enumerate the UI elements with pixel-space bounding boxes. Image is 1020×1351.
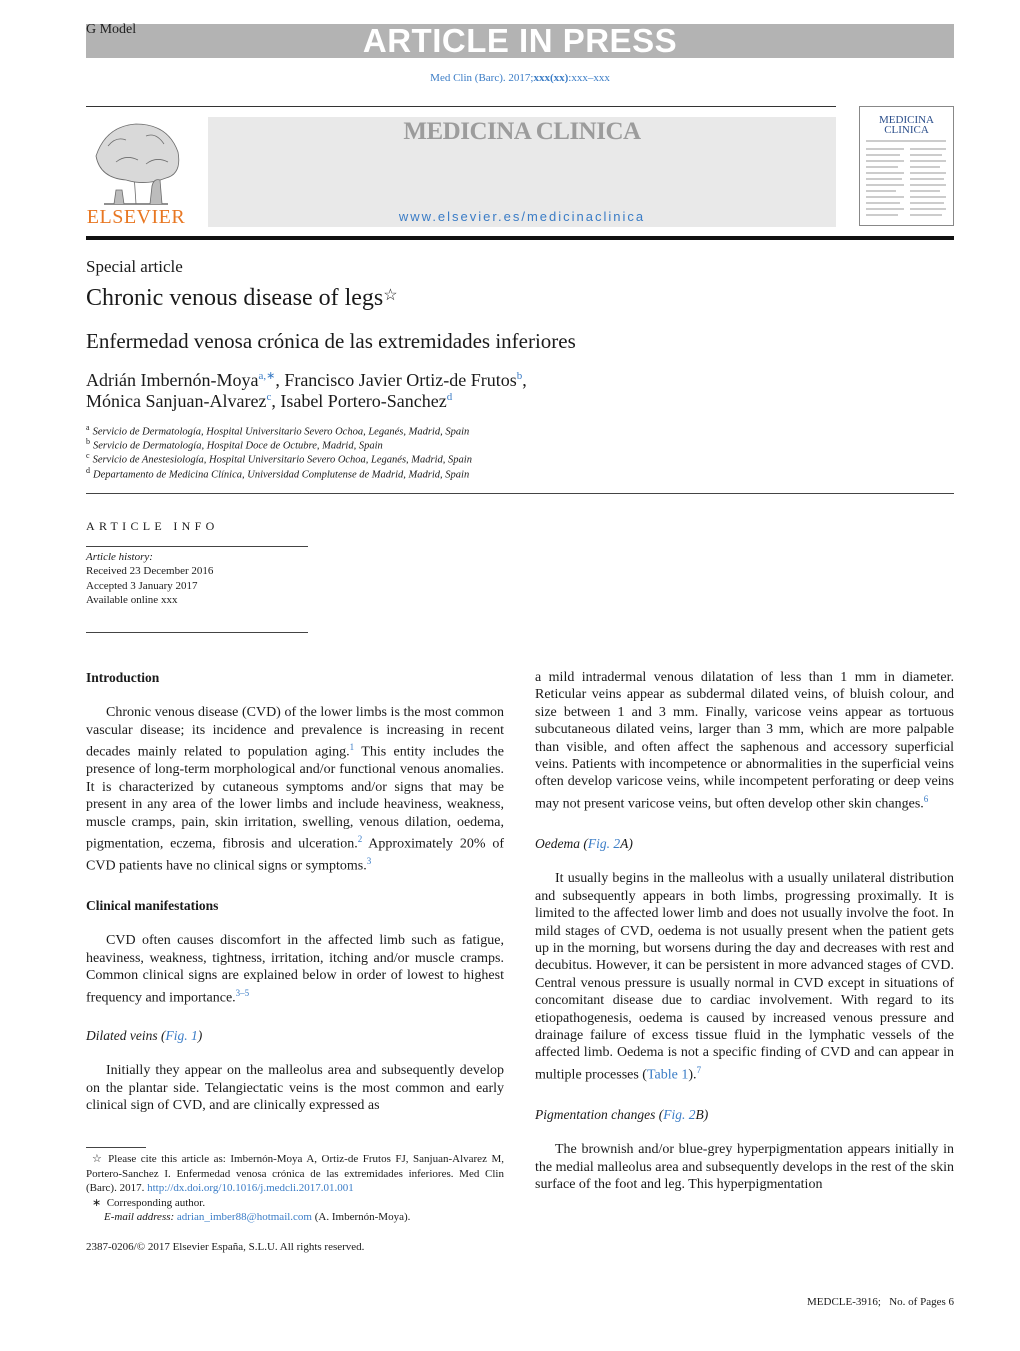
- pigmentation-heading: [535, 1106, 954, 1123]
- email-footnote: [104, 1210, 410, 1225]
- intro-text-b: This entity includes the presence of long-term morphological and/or functional venous anomalies. It is characterized by cutaneous symptoms and/or signs that may be present in any area of the lower limbs and include heaviness, weakness, muscle cramps, pain, skin irritation, swelling, venous dilation, oedema, pigmentation, eczema, fibrosis and ulceration.: [86, 744, 504, 852]
- citation-footnote-text: Please cite this article as: Imbernón-Moya A, Ortiz-de Frutos FJ, Sanjuan-Alvarez M, Portero-Sanchez I. Enfermedad venosa crónica de las extremidades inferiores. Med Clin (Barc). 2017.: [86, 1153, 504, 1194]
- author-separator: ,: [271, 391, 281, 411]
- affiliation-b: [86, 437, 383, 452]
- author-affiliation-mark[interactable]: b: [516, 370, 523, 382]
- figure-link[interactable]: Fig. 1: [165, 1027, 198, 1043]
- reference-link[interactable]: 3: [366, 855, 372, 866]
- dilated-veins-heading: [86, 1027, 504, 1044]
- right-column: [535, 669, 954, 1193]
- article-info-rule-bottom: [86, 632, 308, 633]
- elsevier-wordmark: ELSEVIER: [86, 206, 186, 228]
- affiliation-text: Departamento de Medicina Clínica, Universidad Complutense de Madrid, Madrid, Spain: [93, 469, 470, 481]
- page-count: No. of Pages 6: [889, 1296, 954, 1308]
- author-name[interactable]: Adrián Imbernón-Moya: [86, 370, 259, 390]
- header-thick-rule: [86, 236, 954, 240]
- introduction-paragraph: [86, 704, 504, 875]
- article-subtitle: Enfermedad venosa crónica de las extremidades inferiores: [86, 329, 576, 353]
- article-in-press-text: ARTICLE IN PRESS: [362, 22, 678, 59]
- author-separator: ,: [275, 370, 285, 390]
- author-separator: ,: [522, 370, 527, 390]
- oedema-paragraph: [535, 870, 954, 1084]
- citation-footnote: [86, 1152, 504, 1196]
- citation-pages: :xxx–xxx: [568, 72, 610, 84]
- reference-link[interactable]: 6: [923, 793, 929, 804]
- affiliation-mark: b: [86, 437, 90, 446]
- journal-url-link[interactable]: www.elsevier.es/medicinaclinica: [398, 209, 646, 224]
- clinical-manifestations-heading: Clinical manifestations: [86, 898, 219, 914]
- author-name[interactable]: Isabel Portero-Sanchez: [280, 391, 447, 411]
- oedema-text: It usually begins in the malleolus with a usually unilateral distribution and subsequently appears in both limbs, progressing proximally. It is limited to the affected lower limb and does not usually involve the foot. In mild stages of CVD, oedema is not usually present when the patient gets up in the morning, but worsens during the day and decreases with rest and decubitus. However, it can be persistent in more advanced stages of CVD. Central venous pressure is usually normal in CVD except in situations of concomitant disease due to cardiac involvement. With regard to its etiopathogenesis, oedema is caused by increased venous pressure and drainage failure of excess tissue fluid in the lymphatic vessels of the affected limb. Oedema is not a specific finding of CVD and can appear in multiple processes (: [535, 871, 954, 1083]
- author-name[interactable]: Francisco Javier Ortiz-de Frutos: [284, 370, 517, 390]
- article-type: Special article: [86, 257, 183, 276]
- reference-link[interactable]: 1: [349, 742, 355, 753]
- citation-volume: xxx(xx): [533, 72, 569, 84]
- email-link[interactable]: adrian_imber88@hotmail.com: [176, 1211, 312, 1223]
- pigmentation-heading-text: Pigmentation changes (: [535, 1106, 664, 1122]
- affiliation-text: Servicio de Dermatología, Hospital Doce de Octubre, Madrid, Spain: [93, 440, 383, 452]
- footnote-rule: [86, 1147, 146, 1148]
- citation-prefix: Med Clin (Barc). 2017;: [430, 72, 534, 84]
- available-online-date: Available online xxx: [86, 594, 178, 606]
- author-affiliation-mark[interactable]: a,∗: [258, 370, 276, 382]
- figure-link[interactable]: Fig. 2: [587, 835, 621, 851]
- copyright-line: 2387-0206/© 2017 Elsevier España, S.L.U. All rights reserved.: [86, 1241, 365, 1253]
- title-footnote-mark[interactable]: ☆: [383, 287, 398, 304]
- email-owner: (A. Imbernón-Moya).: [312, 1211, 411, 1223]
- oedema-text-end: ).: [688, 1067, 697, 1083]
- affiliation-mark: d: [86, 466, 90, 475]
- author-affiliation-mark[interactable]: c: [266, 391, 272, 403]
- reference-link[interactable]: 3–5: [235, 987, 250, 998]
- g-model-label: G Model: [86, 22, 137, 37]
- manuscript-code: MEDCLE-3916;: [807, 1296, 881, 1308]
- table-link[interactable]: Table 1: [646, 1067, 689, 1083]
- pigmentation-heading-close: B): [695, 1106, 709, 1122]
- dilated-heading-close: ): [197, 1027, 203, 1043]
- authors-line-2: [86, 391, 452, 412]
- intro-text-a: Chronic venous disease (CVD) of the lower limbs is the most common vascular disease; its incidence and prevalence is increasing in recent decades mainly related to population aging.: [86, 705, 504, 760]
- cover-title: MEDICINA CLINICA: [879, 114, 934, 136]
- clinical-text: CVD often causes discomfort in the affected limb such as fatigue, heaviness, weakness, tightness, irritation, itching and/or muscle cramps. Common clinical signs are explained below in order of lowest to highest frequency and importance.: [86, 933, 504, 1006]
- corresponding-text: Corresponding author.: [106, 1197, 206, 1209]
- article-info-heading: ARTICLE INFO: [86, 519, 219, 533]
- reference-link[interactable]: 2: [357, 833, 363, 844]
- email-label: E-mail address:: [104, 1211, 175, 1223]
- accepted-date: Accepted 3 January 2017: [86, 580, 198, 592]
- oedema-heading-text: Oedema (: [535, 835, 588, 851]
- article-info-rule: [86, 546, 308, 547]
- pigmentation-paragraph: The brownish and/or blue-grey hyperpigmentation appears initially in the medial malleolus area and subsequently develops in the rest of the skin surface of the foot and leg. This hyperpigmentation: [535, 1142, 954, 1193]
- footer-code: [700, 1296, 954, 1308]
- affiliation-mark: c: [86, 451, 90, 460]
- authors-line-1: [86, 369, 527, 391]
- journal-citation[interactable]: [86, 72, 954, 84]
- article-history-label: Article history:: [86, 551, 153, 563]
- clinical-paragraph: [86, 932, 504, 1006]
- affiliation-text: Servicio de Dermatología, Hospital Universitario Severo Ochoa, Leganés, Madrid, Spain: [92, 426, 470, 438]
- affiliation-a: [86, 423, 469, 438]
- article-title: [86, 285, 398, 312]
- dilated-heading-text: Dilated veins (: [86, 1027, 166, 1043]
- doi-link[interactable]: http://dx.doi.org/10.1016/j.medcli.2017.01.001: [147, 1182, 354, 1194]
- figure-link[interactable]: Fig. 2: [663, 1106, 696, 1122]
- footnote-star-mark: ☆: [92, 1153, 104, 1165]
- journal-name: MEDICINA CLINICA: [403, 118, 641, 145]
- left-column: [86, 669, 504, 1114]
- received-date: Received 23 December 2016: [86, 565, 214, 577]
- header-rule: [86, 106, 836, 107]
- introduction-heading: Introduction: [86, 670, 160, 685]
- oedema-heading: [535, 835, 954, 852]
- intro-text-c: Approximately 20% of CVD patients have no clinical signs or symptoms.: [86, 836, 505, 874]
- continued-paragraph: [535, 669, 954, 813]
- affiliation-d: [86, 466, 469, 481]
- affiliation-text: Servicio de Anestesiología, Hospital Universitario Severo Ochoa, Leganés, Madrid, Spain: [92, 454, 472, 466]
- article-title-text: Chronic venous disease of legs: [86, 285, 384, 311]
- corresponding-author-footnote: [92, 1196, 205, 1211]
- journal-cover-thumbnail: [859, 106, 954, 226]
- dilated-veins-paragraph: Initially they appear on the malleolus area and subsequently develop on the plantar side. Telangiectatic veins is the most common and early clinical sign of CVD, and are clinically expressed as: [86, 1063, 504, 1113]
- corresponding-mark: ∗: [92, 1197, 102, 1209]
- title-block-rule: [86, 493, 954, 494]
- author-affiliation-mark[interactable]: d: [446, 391, 453, 403]
- author-name[interactable]: Mónica Sanjuan-Alvarez: [86, 391, 267, 411]
- cover-content-lines-icon: [860, 135, 953, 225]
- oedema-heading-close: A): [620, 835, 633, 851]
- reference-link[interactable]: 7: [696, 1064, 702, 1075]
- continued-text: a mild intradermal venous dilatation of less than 1 mm in diameter. Reticular veins appear as subdermal dilated veins, of bluish colour, and size between 1 and 3 mm. Finally, varicose veins appear as tortuous subcutaneous dilated veins, larger than 3 mm, which are more palpable than visible, and often affect the saphenous and accessory superficial veins. Patients with incompetence or abnormalities in the superficial veins often develop varicose veins, while incompetent perforating or deep veins may not present varicose veins, but often develop other skin changes.: [535, 670, 954, 812]
- affiliation-mark: a: [86, 423, 90, 432]
- affiliation-c: [86, 451, 472, 466]
